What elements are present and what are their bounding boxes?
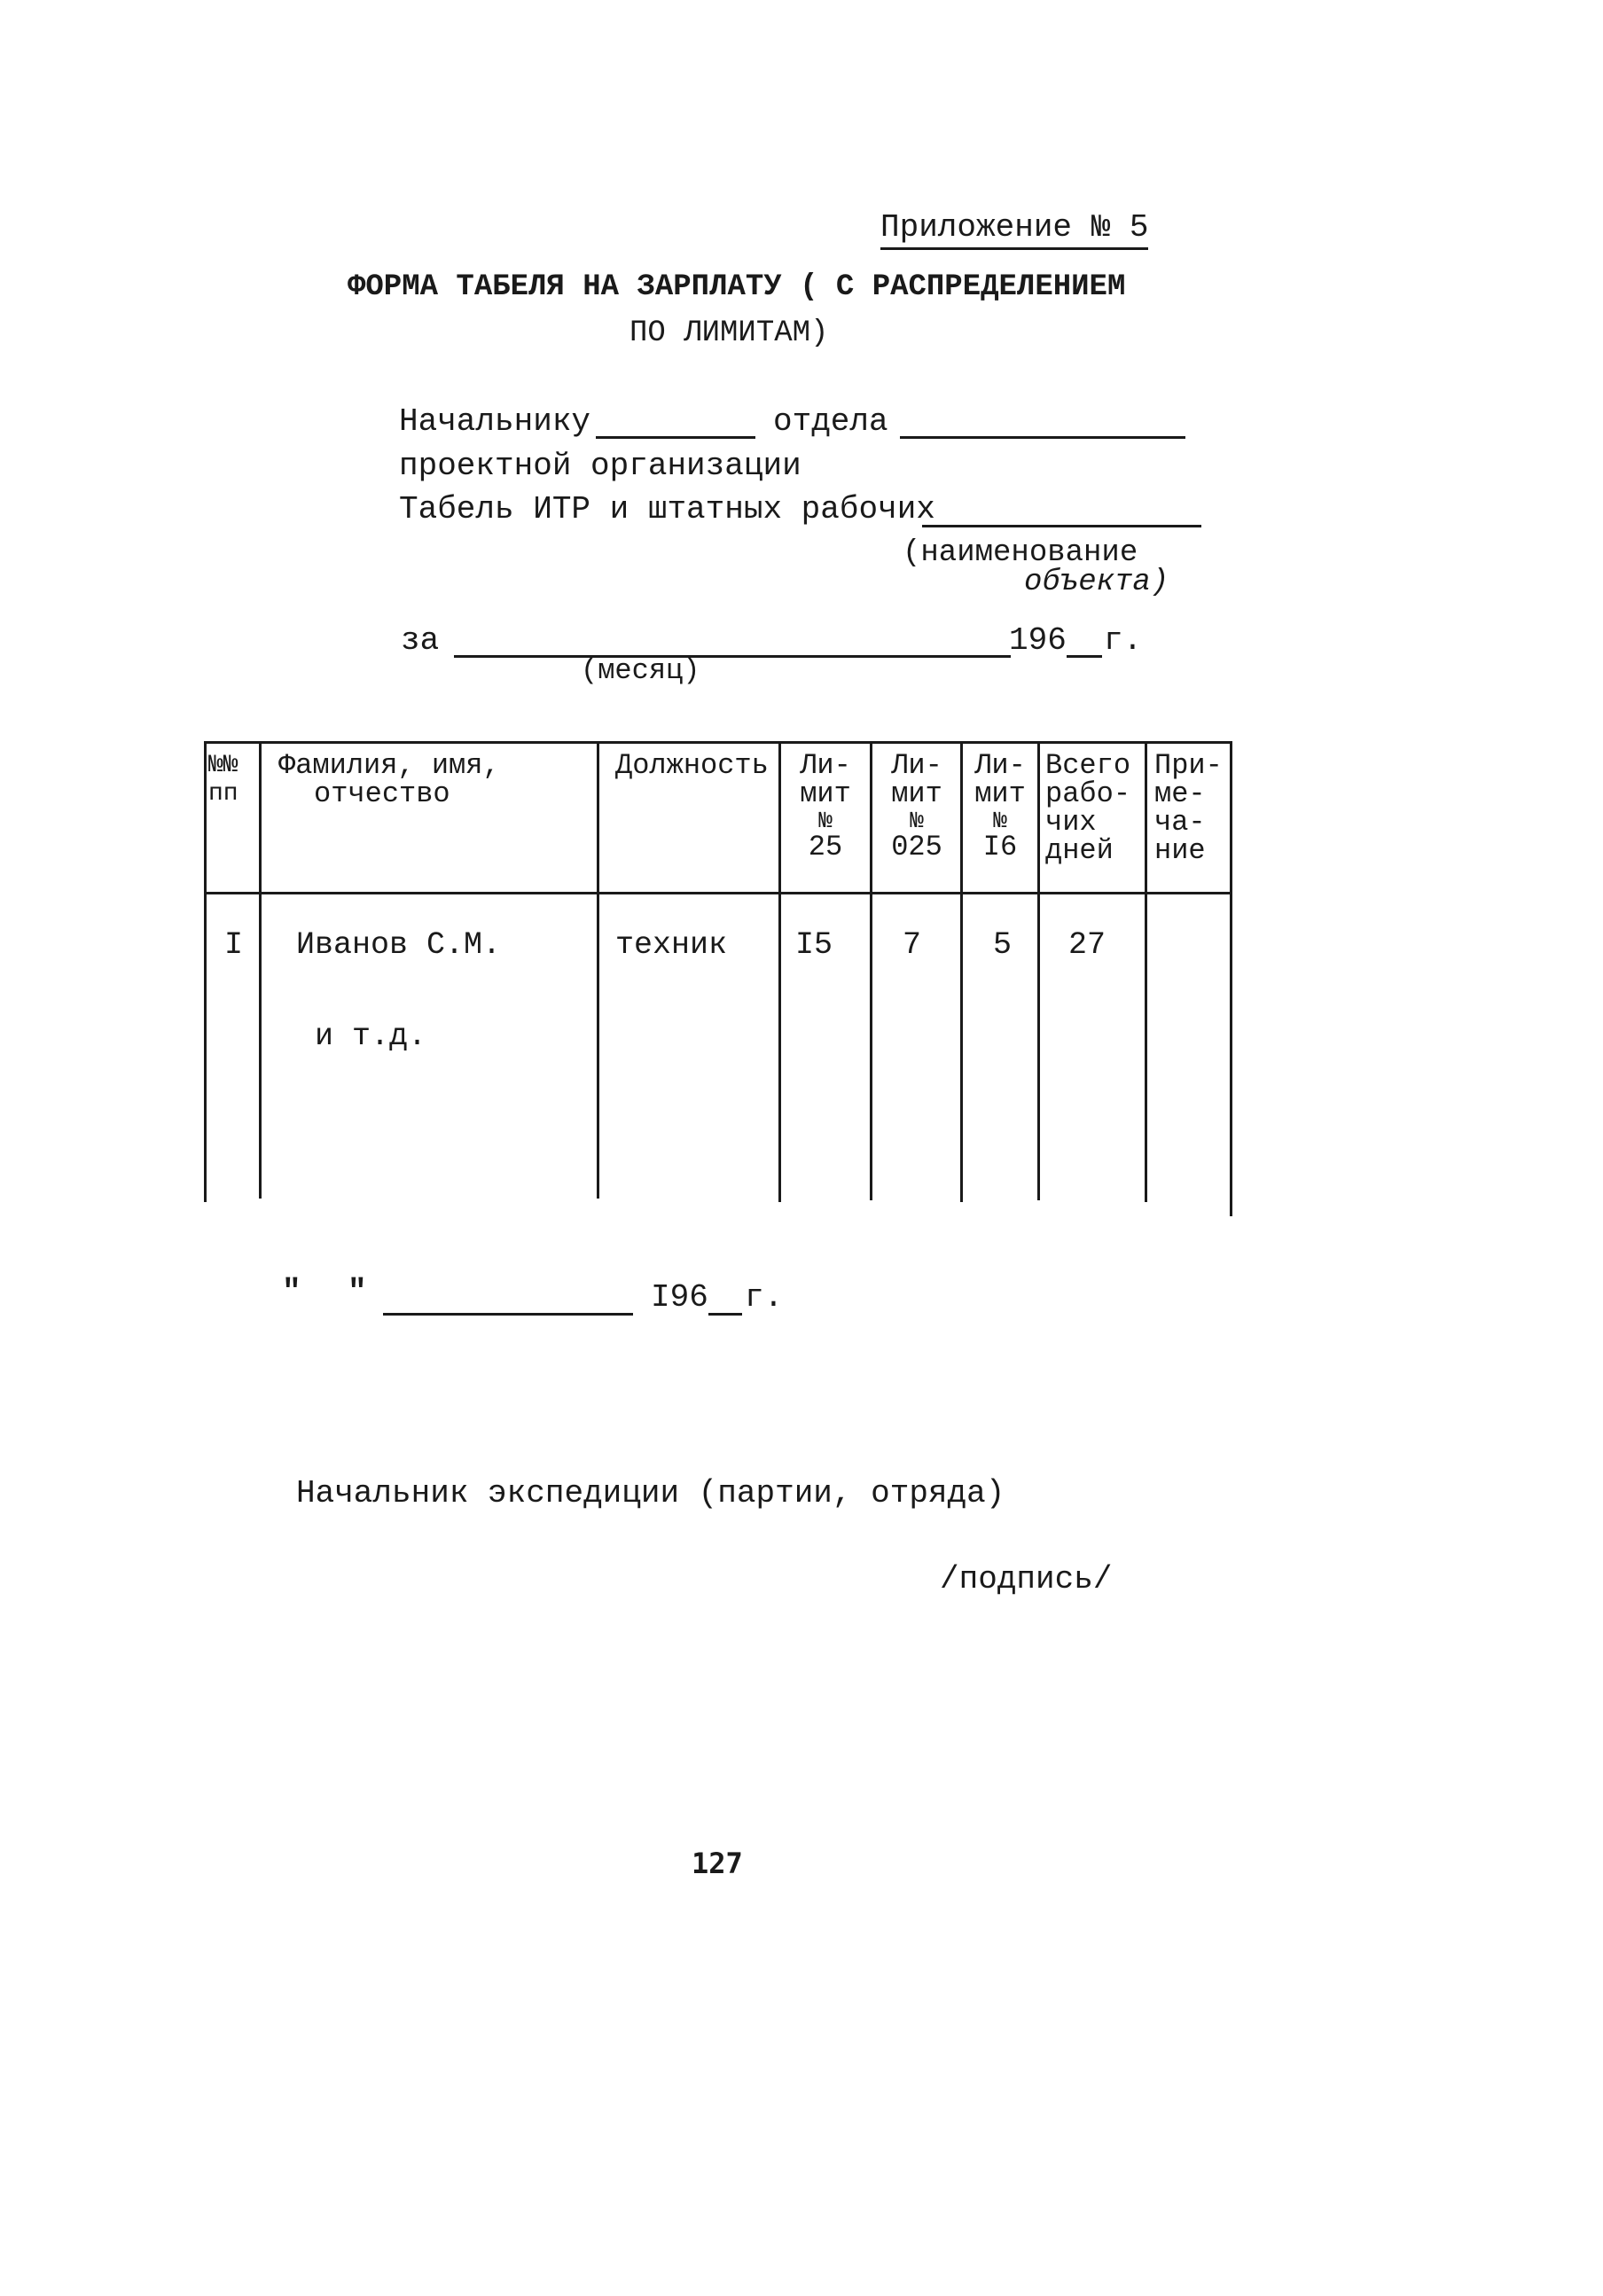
to-chief-label: Начальнику (399, 403, 591, 440)
header-total-days (1045, 749, 1143, 867)
header-position (615, 749, 779, 782)
header-note (1154, 749, 1232, 867)
table-col-line-3 (778, 741, 781, 1202)
header-limit-025-line-3: № (910, 808, 924, 834)
header-number-line-2: пп (208, 780, 238, 808)
header-note-line-4: ние (1154, 834, 1206, 867)
header-full-name-line-2: отчество (314, 777, 450, 810)
header-total-days-line-1: Всего (1045, 749, 1131, 782)
header-limit-25-line-1: Ли- (800, 749, 851, 782)
date-blank[interactable] (383, 1313, 633, 1316)
row-limit-25: I5 (795, 927, 833, 963)
document-title-line1: ФОРМА ТАБЕЛЯ НА ЗАРПЛАТУ ( С РАСПРЕДЕЛЕНИЕМ (348, 270, 1126, 304)
table-top-border (204, 741, 1232, 744)
month-blank[interactable] (454, 655, 1011, 658)
table-header-border (204, 892, 1232, 894)
header-limit-25-line-3: № (818, 808, 833, 834)
date-year-prefix: I96 (651, 1279, 708, 1316)
header-limit-16-line-1: Ли- (974, 749, 1026, 782)
date-year-suffix: г. (745, 1279, 784, 1316)
table-col-line-6 (1037, 741, 1040, 1200)
object-hint-1: (наименование (903, 536, 1138, 570)
header-limit-25-line-4: 25 (808, 831, 843, 863)
header-full-name (278, 749, 589, 810)
month-hint: (месяц) (581, 654, 700, 687)
row-limit-025: 7 (903, 927, 922, 963)
signature-placeholder: /подпись/ (940, 1561, 1113, 1597)
chief-blank[interactable] (596, 436, 755, 439)
object-blank[interactable] (922, 525, 1201, 527)
chief-signature-label: Начальник экспедиции (партии, отряда) (296, 1475, 1005, 1511)
appendix-label: Приложение № 5 (880, 209, 1148, 250)
header-number (208, 752, 257, 808)
row-number: I (224, 927, 244, 963)
document-title-line2: ПО ЛИМИТАМ) (629, 316, 829, 350)
table-col-line-1 (259, 741, 262, 1199)
header-total-days-line-3: чих (1045, 806, 1097, 839)
date-quote-close: " (348, 1274, 367, 1310)
header-limit-16-line-2: мит (974, 777, 1026, 810)
header-limit-16 (963, 749, 1037, 863)
header-year-blank[interactable] (1067, 655, 1102, 658)
header-total-days-line-4: дней (1045, 834, 1114, 867)
table-col-line-0 (204, 741, 207, 1202)
table-etc: и т.д. (315, 1019, 427, 1054)
for-label: за (401, 622, 440, 659)
table-col-line-2 (597, 741, 599, 1199)
header-full-name-line-1: Фамилия, имя, (278, 749, 500, 782)
header-limit-025 (873, 749, 960, 863)
header-number-line-1: №№ (208, 752, 238, 779)
header-limit-025-line-4: 025 (891, 831, 942, 863)
header-limit-025-line-1: Ли- (891, 749, 942, 782)
page-number: 127 (692, 1847, 743, 1880)
header-note-line-1: При- (1154, 749, 1223, 782)
object-hint-2: объекта) (1024, 566, 1169, 599)
header-year-suffix: г. (1104, 622, 1143, 659)
header-note-line-3: ча- (1154, 806, 1206, 839)
date-year-blank[interactable] (708, 1313, 742, 1316)
header-year-prefix: 196 (1009, 622, 1067, 659)
department-blank[interactable] (900, 436, 1185, 439)
header-limit-16-line-4: I6 (982, 831, 1018, 863)
header-limit-025-line-2: мит (891, 777, 942, 810)
row-total-days: 27 (1068, 927, 1106, 963)
table-col-line-4 (870, 741, 872, 1200)
header-limit-25-line-2: мит (800, 777, 851, 810)
row-position: техник (615, 927, 728, 963)
row-full-name: Иванов С.М. (296, 927, 502, 963)
department-label: отдела (773, 403, 888, 440)
header-total-days-line-2: рабо- (1045, 777, 1131, 810)
header-limit-25 (782, 749, 869, 863)
header-note-line-2: ме- (1154, 777, 1206, 810)
timesheet-label: Табель ИТР и штатных рабочих (399, 491, 935, 527)
table-col-line-7 (1145, 741, 1147, 1202)
header-limit-16-line-3: № (993, 808, 1007, 834)
header-position-line-1: Должность (615, 749, 769, 782)
row-limit-16: 5 (993, 927, 1013, 963)
date-quote-open: " (282, 1274, 301, 1310)
organization-label: проектной организации (399, 448, 802, 484)
